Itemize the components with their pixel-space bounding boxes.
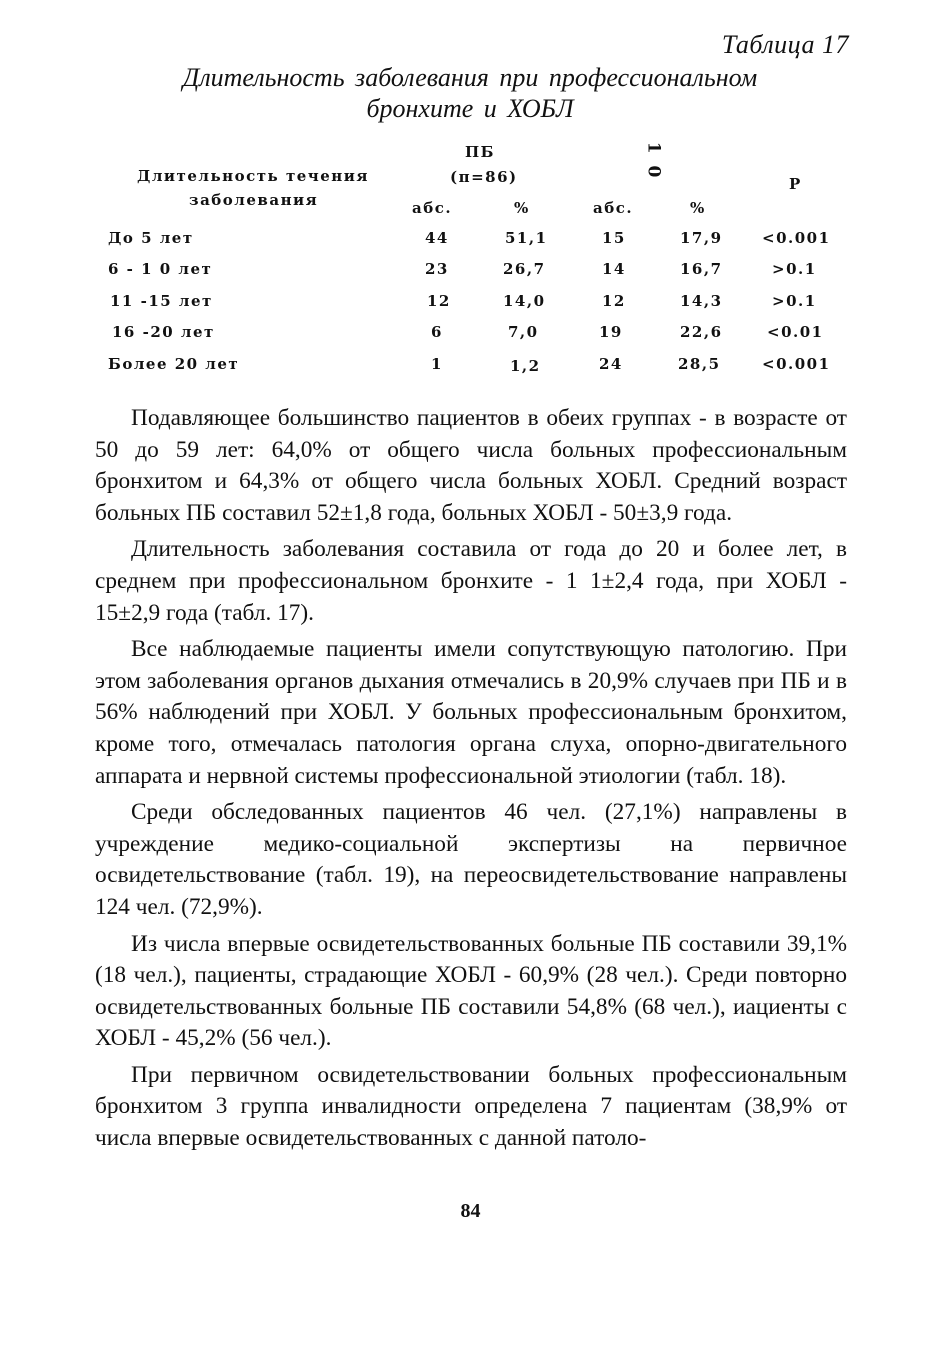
row-2-pb-pct: 26,7 [503,260,546,278]
row-4-pb-pct: 7,0 [508,323,539,341]
row-5-copd-pct: 28,5 [678,355,721,373]
row-4-copd-pct: 22,6 [680,323,723,341]
paragraph-5: Из числа впервые освидетельствованных больные ПБ составили 39,1% (18 чел.), пациенты, страдающие ХОБЛ - 60,9% (28 чел.). Среди повторно освидетельствованных больные ПБ составили 54,8% (68 чел.), иациенты с ХОБЛ - 45,2% (56 чел.). [95,930,847,1052]
header-copd-rotated: 1 0 [643,141,664,181]
page-number: 84 [460,1200,481,1222]
paragraph-2: Длительность заболевания составила от года до 20 и более лет, в среднем при профессиональном бронхите - 1 1±2,4 года, при ХОБЛ - 15±2,9 года (табл. 17). [95,536,847,626]
row-1-duration: До 5 лет [108,229,194,247]
row-2-pb-abs: 23 [425,260,449,278]
header-p-label: Р [789,175,802,193]
row-5-duration: Более 20 лет [108,355,240,373]
row-5-p-value: <0.001 [762,355,831,373]
header-pb-n: (п=86) [450,168,518,186]
row-3-pb-pct: 14,0 [503,292,546,310]
paragraph-3: Все наблюдаемые пациенты имели сопутствующую патологию. При этом заболевания органов дыхания отмечались в 20,9% случаев при ПБ и в 56% наблюдений при ХОБЛ. У больных профессиональным бронхитом, кроме того, отмечалась патология органа слуха, опорно-двигательного аппарата и нервной системы профессиональной этиологии (табл. 18). [95,636,847,789]
row-2-copd-pct: 16,7 [680,260,723,278]
row-1-pb-pct: 51,1 [505,229,548,247]
row-3-pb-abs: 12 [427,292,451,310]
body-text [95,403,847,1160]
header-copd-abs: абс. [593,199,634,217]
row-5-copd-abs: 24 [599,355,623,373]
table-title-line-2: бронхите и ХОБЛ [366,94,574,123]
duration-table [0,0,941,380]
row-3-copd-pct: 14,3 [680,292,723,310]
row-2-copd-abs: 14 [602,260,626,278]
row-2-p-value: >0.1 [772,260,817,278]
header-duration-line-2: заболевания [189,191,319,209]
header-pb-abs: абс. [412,199,453,217]
header-pb-pct: % [514,199,530,217]
row-4-p-value: <0.01 [767,323,824,341]
table-title-line-1: Длительность заболевания при профессиональном [182,63,758,92]
row-4-pb-abs: 6 [431,323,443,341]
row-4-copd-abs: 19 [599,323,623,341]
row-5-pb-abs: 1 [431,355,443,373]
row-4-duration: 16 -20 лет [112,323,215,341]
paragraph-4: Среди обследованных пациентов 46 чел. (27,1%) направлены в учреждение медико-социальной экспертизы на первичное освидетельствование (табл. 19), на переосвидетельствование направлены 124 чел. (72,9%). [95,799,847,920]
row-1-copd-pct: 17,9 [680,229,723,247]
row-1-copd-abs: 15 [602,229,626,247]
header-copd-pct: % [690,199,706,217]
row-2-duration: 6 - 1 0 лет [108,260,213,278]
row-1-pb-abs: 44 [425,229,449,247]
paragraph-6: При первичном освидетельствовании больных профессиональным бронхитом 3 группа инвалидности определена 7 пациентам (38,9% от числа впервые освидетельствованных с данной патоло- [95,1061,847,1152]
row-5-pb-pct: 1,2 [510,357,541,375]
row-3-p-value: >0.1 [772,292,817,310]
header-pb-label: ПБ [465,143,495,161]
header-duration-line-1: Длительность течения [137,167,369,185]
row-3-copd-abs: 12 [602,292,626,310]
row-1-p-value: <0.001 [762,229,831,247]
row-3-duration: 11 -15 лет [110,292,213,310]
paragraph-1: Подавляющее большинство пациентов в обеих группах - в возрасте от 50 до 59 лет: 64,0% от общего числа больных профессиональным бронхитом и 64,3% от общего числа больных ХОБЛ. Средний возраст больных ПБ составил 52±1,8 года, больных ХОБЛ - 50±3,9 года. [95,405,847,526]
table-number-label: Таблица 17 [721,30,849,59]
